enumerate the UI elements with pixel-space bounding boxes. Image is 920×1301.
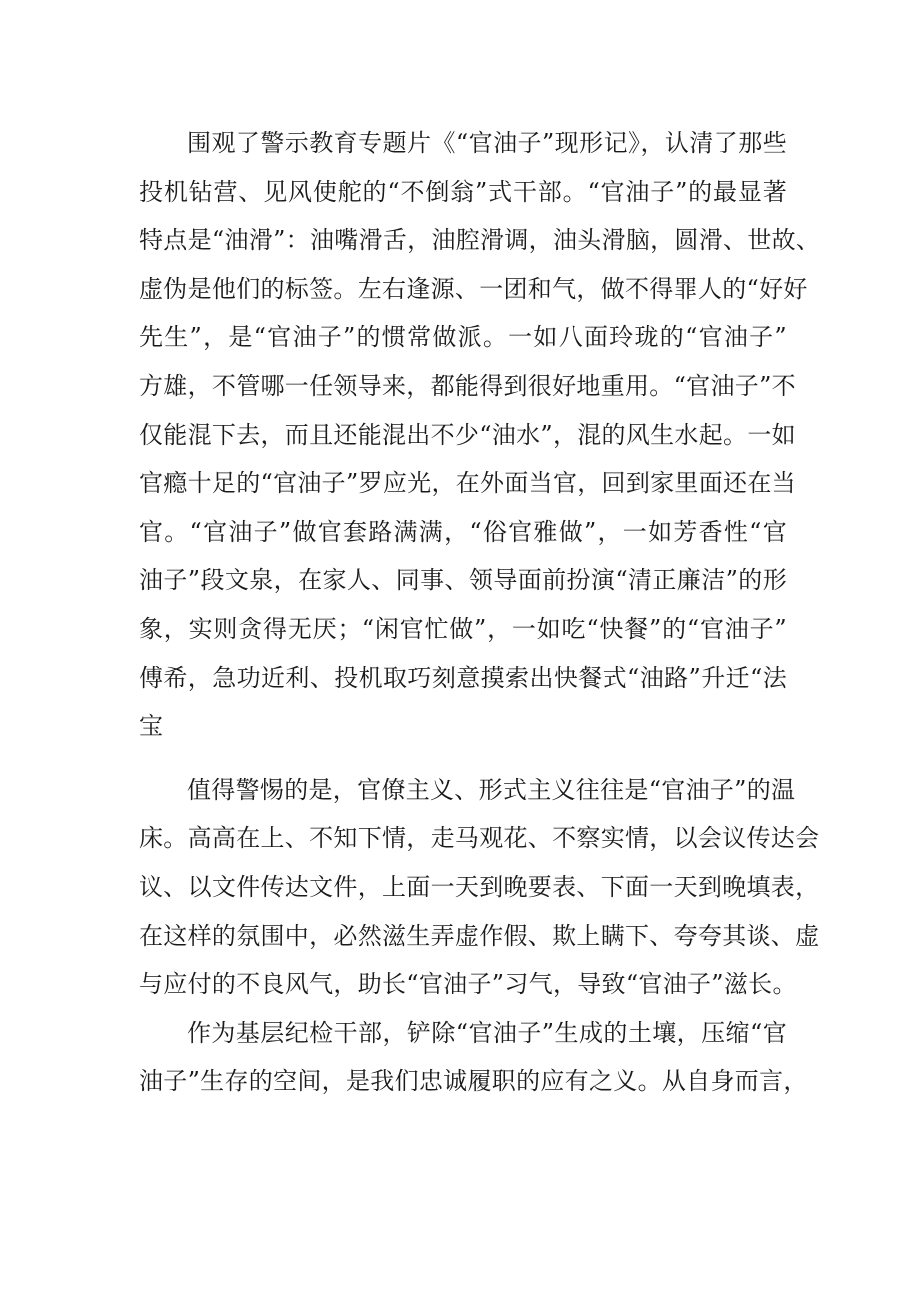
paragraph-line: 仅能混下去，而且还能混出不少“油水”，混的风生水起。一如 <box>139 420 796 449</box>
paragraph-2 <box>139 766 820 1009</box>
paragraph-line: 油子”生存的空间，是我们忠诚履职的应有之义。从自身而言， <box>139 1067 808 1096</box>
paragraph-line: 傅希，急功近利、投机取巧刻意摸索出快餐式“油路”升迁“法 <box>139 663 787 692</box>
paragraph-line: 投机钻营、见风使舵的“不倒翁”式干部。“官油子”的最显著 <box>139 177 787 206</box>
paragraph-line: 方雄，不管哪一任领导来，都能得到很好地重用。“官油子”不 <box>139 371 796 400</box>
paragraph-3 <box>139 1009 808 1106</box>
paragraph-gap <box>139 751 787 766</box>
paragraph-line: 虚伪是他们的标签。左右逢源、一团和气，做不得罪人的“好好 <box>139 274 808 303</box>
paragraph-line: 特点是“油滑”：油嘴滑舌，油腔滑调，油头滑脑，圆滑、世故、 <box>139 226 821 255</box>
paragraph-line: 在这样的氛围中，必然滋生弄虚作假、欺上瞒下、夸夸其谈、虚 <box>139 921 820 950</box>
paragraph-1 <box>139 119 821 751</box>
paragraph-line: 油子”段文泉，在家人、同事、领导面前扮演“清正廉洁”的形 <box>139 566 787 595</box>
paragraph-line: 官瘾十足的“官油子”罗应光，在外面当官，回到家里面还在当 <box>139 469 796 498</box>
paragraph-line: 围观了警示教育专题片《“官油子”现形记》，认清了那些 <box>187 129 787 157</box>
paragraph-line: 先生”，是“官油子”的惯常做派。一如八面玲珑的“官油子” <box>139 323 787 352</box>
document-body <box>139 119 821 1106</box>
paragraph-line: 宝 <box>139 712 164 741</box>
paragraph-line: 值得警惕的是，官僚主义、形式主义往往是“官油子”的温 <box>187 775 796 804</box>
paragraph-line: 官。“官油子”做官套路满满，“俗官雅做”，一如芳香性“官 <box>139 517 787 546</box>
paragraph-line: 作为基层纪检干部，铲除“官油子”生成的土壤，压缩“官 <box>187 1018 787 1047</box>
paragraph-line: 议、以文件传达文件，上面一天到晚要表、下面一天到晚填表， <box>139 872 820 901</box>
paragraph-line: 与应付的不良风气，助长“官油子”习气，导致“官油子”滋长。 <box>139 970 797 999</box>
paragraph-line: 象，实则贪得无厌；“闲官忙做”，一如吃“快餐”的“官油子” <box>139 614 787 643</box>
paragraph-line: 床。高高在上、不知下情，走马观花、不察实情，以会议传达会 <box>139 824 820 853</box>
